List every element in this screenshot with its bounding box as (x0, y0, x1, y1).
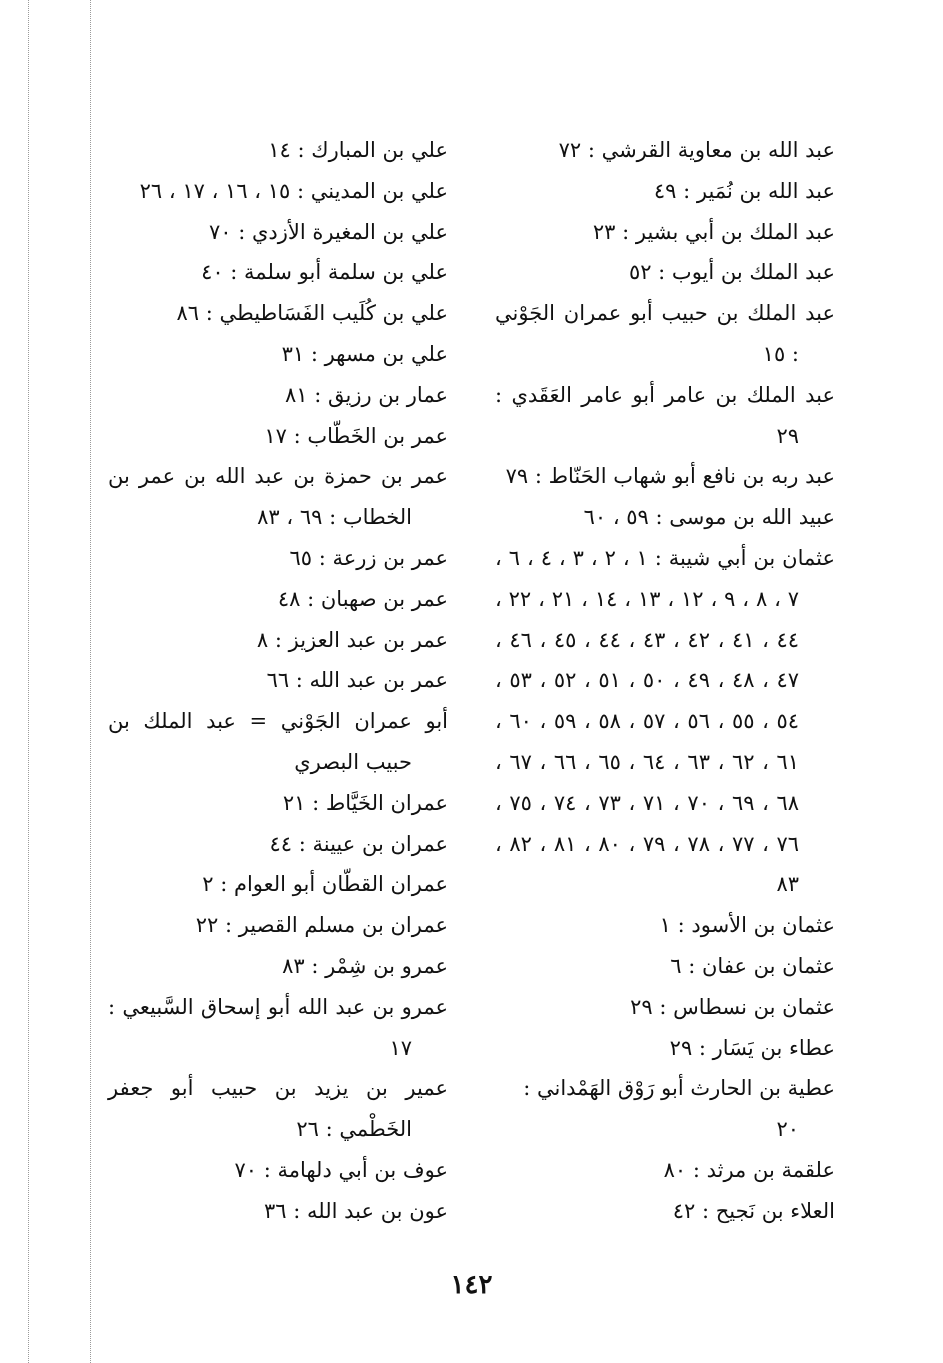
index-entry: عون بن عبد الله : ٣٦ (264, 1198, 448, 1223)
index-entry: عمر بن حمزة بن عبد الله بن عمر بن الخطاب : ٦٩ ، ٨٣ (108, 464, 448, 530)
index-entry: عمير بن يزيد بن حبيب أبو جعفر الخَطْمي : ٢٦ (108, 1076, 448, 1142)
index-entry: علي بن المديني : ١٥ ، ١٦ ، ١٧ ، ٢٦ (139, 178, 448, 203)
index-entry: عوف بن أبي دلهامة : ٧٠ (234, 1157, 448, 1182)
index-entry: عبد ربه بن نافع أبو شهاب الحَنّاط : ٧٩ (505, 464, 835, 489)
index-entry: علي بن المبارك : ١٤ (268, 138, 448, 162)
index-entry: عمران القطّان أبو العوام : ٢ (202, 872, 448, 897)
index-entry: عمران بن مسلم القصير : ٢٢ (195, 913, 448, 938)
index-entry: عمران الخَيَّاط : ٢١ (282, 790, 448, 815)
index-entry: عمار بن رزيق : ٨١ (284, 382, 448, 407)
index-column-left (108, 130, 448, 1232)
index-entry: علقمة بن مرثد : ٨٠ (663, 1157, 835, 1182)
index-entry: عثمان بن الأسود : ١ (659, 913, 835, 938)
index-entry: عمرو بن عبد الله أبو إسحاق السَّبيعي : ١٧ (108, 994, 448, 1060)
index-entry: عثمان بن عفان : ٦ (670, 953, 835, 978)
scan-margin-line (90, 0, 91, 1363)
index-entry: عبد الله بن معاوية القرشي : ٧٢ (558, 138, 835, 162)
scan-margin-line (28, 0, 29, 1363)
index-entry: عمر بن الخَطّاب : ١٧ (264, 423, 448, 448)
index-entry: علي بن كُلَيب الفَسَاطيطي : ٨٦ (176, 301, 448, 326)
index-entry: عطية بن الحارث أبو رَوْق الهَمْداني : ٢٠ (523, 1076, 835, 1142)
index-entry: عثمان بن نسطاس : ٢٩ (630, 994, 835, 1019)
index-entry: أبو عمران الجَوْني = عبد الملك بن حبيب البصري (108, 709, 448, 774)
index-entry: عبد الملك بن أبي بشير : ٢٣ (592, 219, 835, 244)
index-entry: عمران بن عيينة : ٤٤ (269, 831, 448, 856)
index-entry: عبد الملك بن عامر أبو عامر العَقَدي : ٢٩ (495, 382, 835, 448)
index-entry: عمرو بن شِمْر : ٨٣ (282, 953, 448, 978)
index-entry: عبد الملك بن أيوب : ٥٢ (628, 260, 835, 285)
index-entry: علي بن سلمة أبو سلمة : ٤٠ (201, 260, 448, 285)
index-entry: عمر بن عبد الله : ٦٦ (266, 668, 448, 693)
index-entry: عمر بن زرعة : ٦٥ (289, 545, 448, 570)
index-entry: عمر بن صهبان : ٤٨ (277, 586, 448, 611)
index-entry: عمر بن عبد العزيز : ٨ (256, 627, 448, 652)
index-entry: عبد الملك بن حبيب أبو عمران الجَوْني : ١٥ (495, 301, 835, 366)
index-column-right (495, 130, 835, 1232)
index-entry: عبيد الله بن موسى : ٥٩ ، ٦٠ (583, 505, 835, 530)
page-number: ١٤٢ (450, 1270, 493, 1300)
index-entry: عثمان بن أبي شيبة : ١ ، ٢ ، ٣ ، ٤ ، ٦ ، ٧ ، ٨ ، ٩ ، ١٢ ، ١٣ ، ١٤ ، ٢١ ، ٢٢ ، ٤٤ ، ٤١ ، ٤٢ ، ٤٣ ، ٤٤ ، ٤٥ ، ٤٦ ، ٤٧ ، ٤٨ ، ٤٩ ، ٥٠ ، ٥١ ، ٥٢ ، ٥٣ ، ٥٤ ، ٥٥ ، ٥٦ ، ٥٧ ، ٥٨ ، ٥٩ ، ٦٠ ، ٦١ ، ٦٢ ، ٦٣ ، ٦٤ ، ٦٥ ، ٦٦ ، ٦٧ ، ٦٨ ، ٦٩ ، ٧٠ ، ٧١ ، ٧٣ ، ٧٤ ، ٧٥ ، ٧٦ ، ٧٧ ، ٧٨ ، ٧٩ ، ٨٠ ، ٨١ ، ٨٢ ، ٨٣ (495, 545, 835, 897)
index-entry: عبد الله بن نُمَير : ٤٩ (653, 178, 835, 203)
index-entry: العلاء بن نَجيح : ٤٢ (672, 1198, 835, 1223)
index-entry: علي بن المغيرة الأزدي : ٧٠ (208, 219, 448, 244)
index-entry: عطاء بن يَسَار : ٢٩ (669, 1035, 835, 1060)
index-entry: علي بن مسهر : ٣١ (281, 341, 448, 366)
